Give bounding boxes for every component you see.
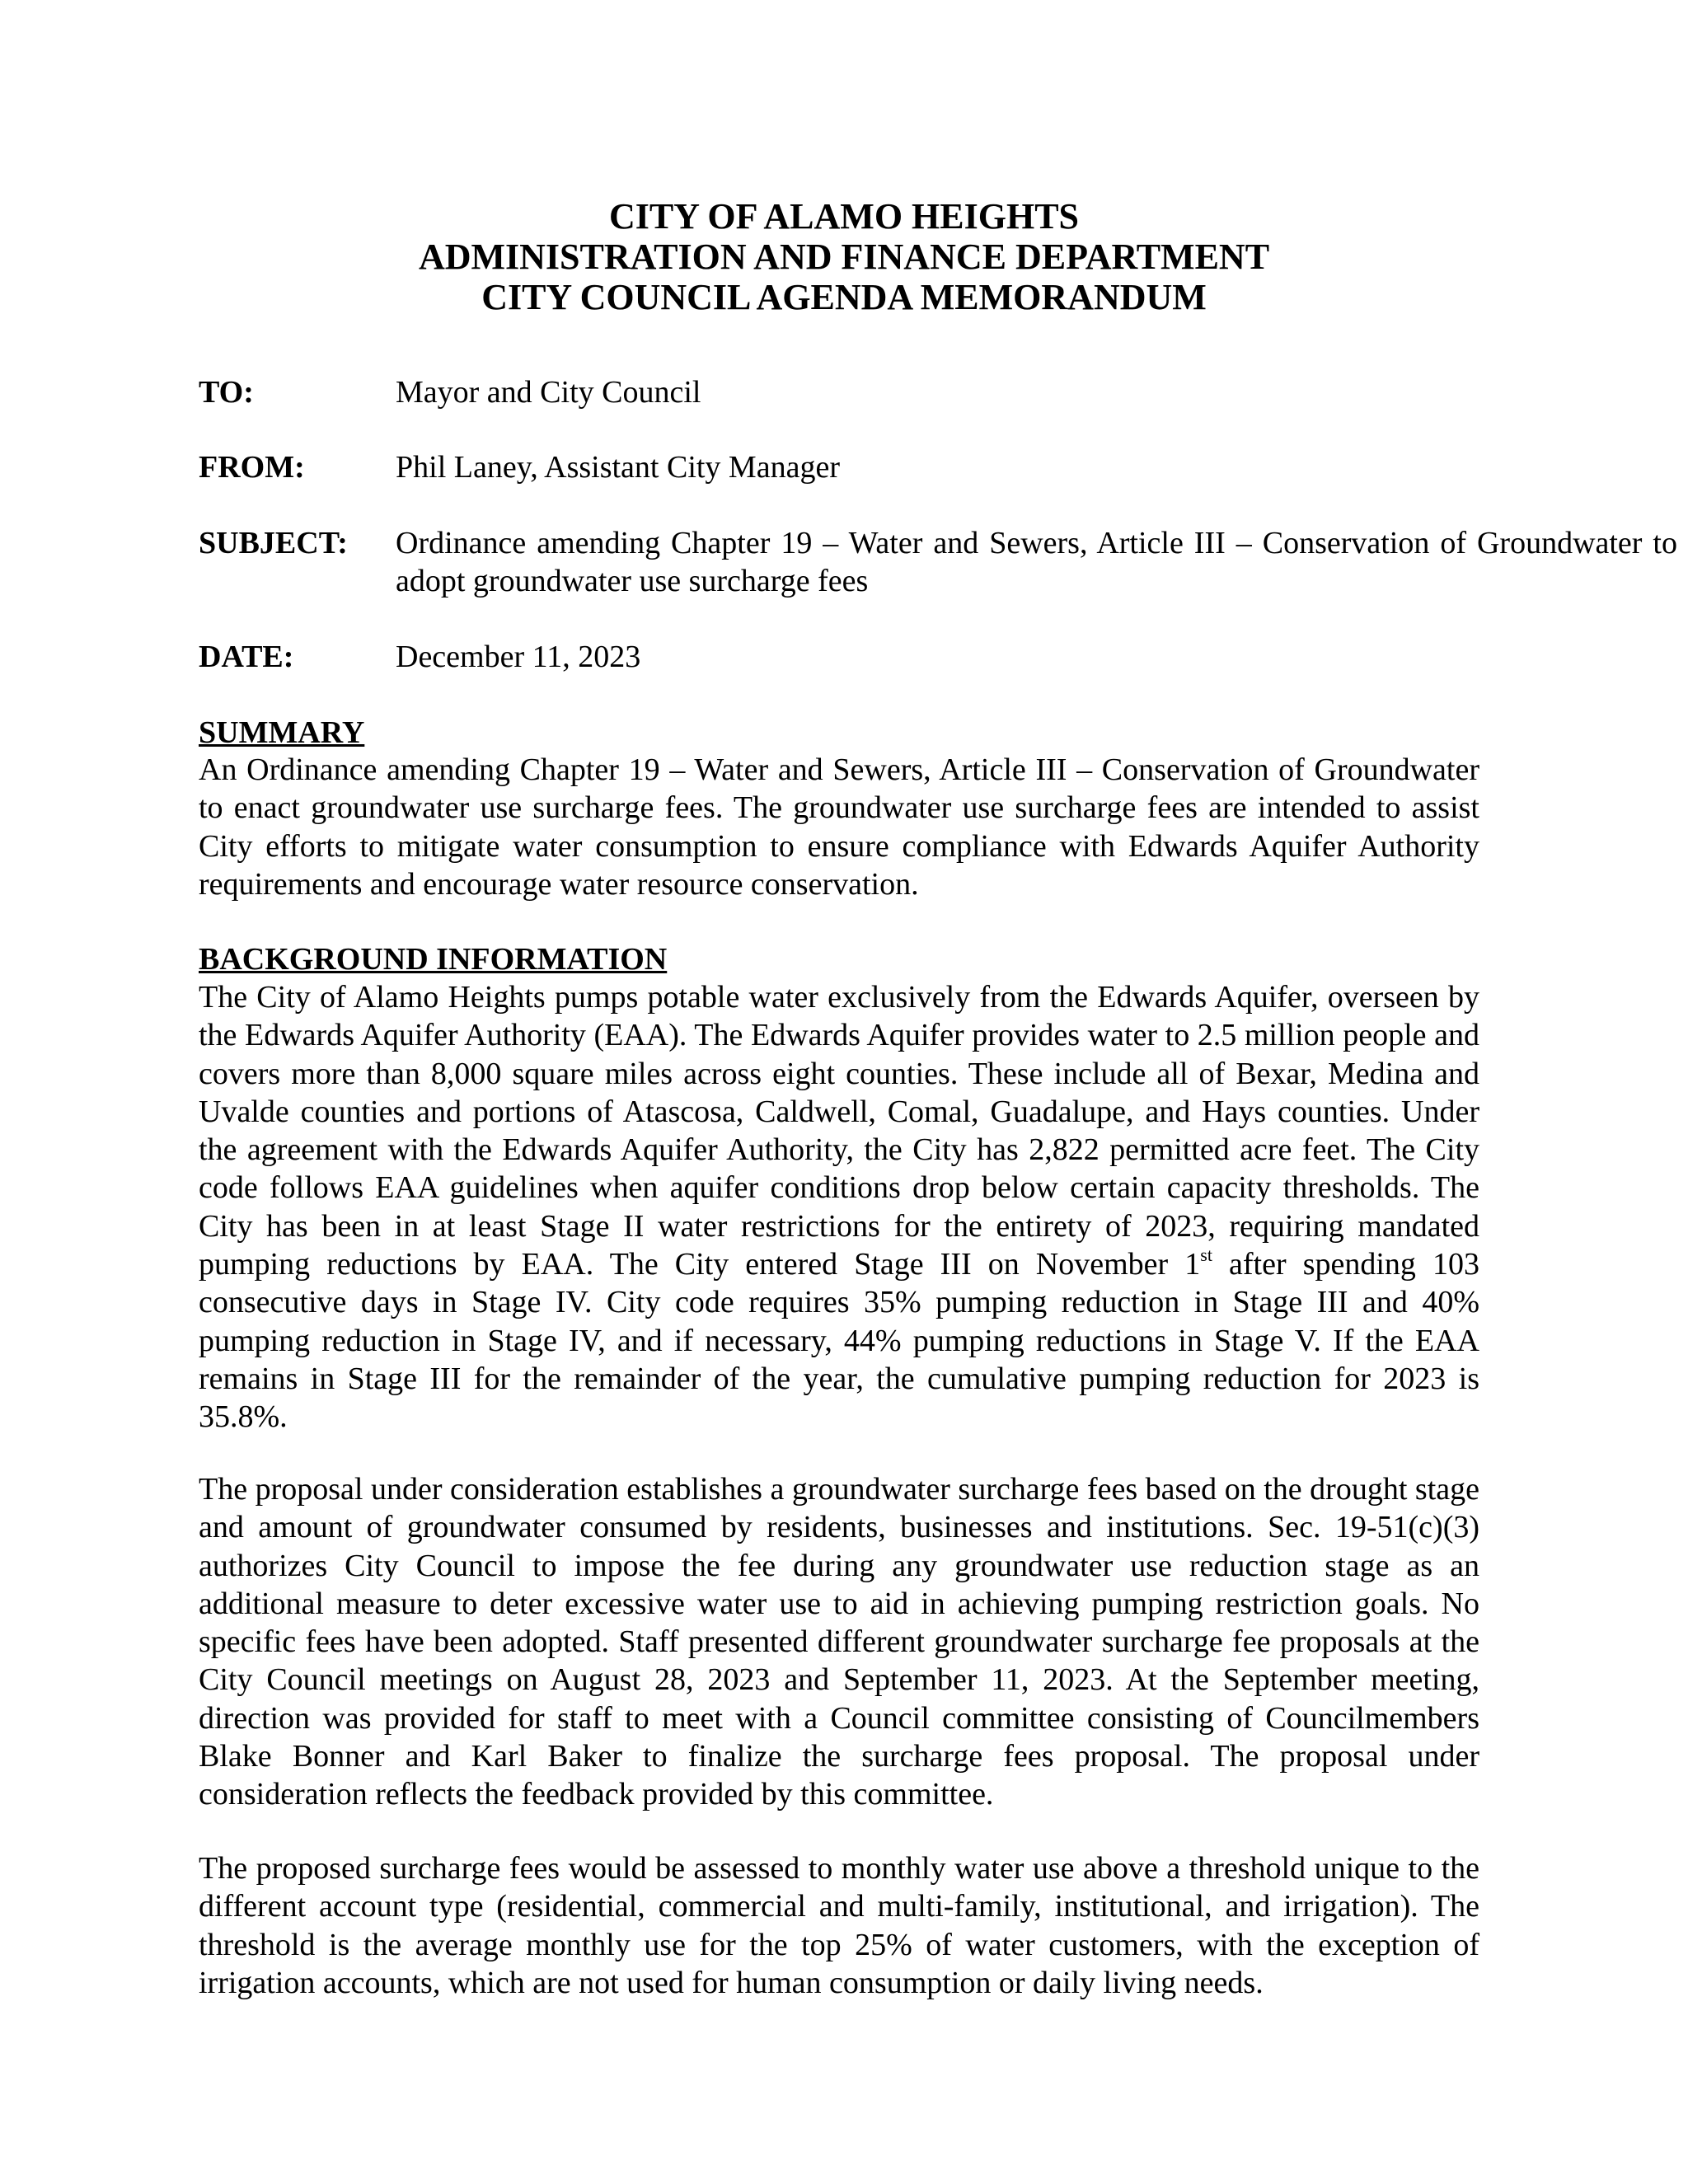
header-department: ADMINISTRATION AND FINANCE DEPARTMENT <box>418 237 1270 277</box>
background-heading: BACKGROUND INFORMATION <box>199 942 668 977</box>
date-label: DATE: <box>199 640 294 674</box>
date-value: December 11, 2023 <box>396 640 641 674</box>
subject-value: Ordinance amending Chapter 19 – Water and Sewers, Article III – Conservation of Groundwater to adopt groundwater use surcharge fees <box>396 526 1677 598</box>
from-label: FROM: <box>199 450 305 485</box>
summary-paragraph: An Ordinance amending Chapter 19 – Water and Sewers, Article III – Conservation of Groundwater to enact groundwater use surcharge fees. The groundwater use surcharge fees are intended to assist City efforts to mitigate water consumption to ensure compliance with Edwards Aquifer Authority requirements and encourage water resource conservation. <box>199 752 1479 902</box>
memo-header <box>0 196 1688 317</box>
ordinal-suffix: st <box>1200 1244 1212 1266</box>
background-paragraph-1-part-b: after spending 103 consecutive days in Stage IV. City code requires 35% pumping reduction in Stage III and 40% pumping reduction in Stage IV, and if necessary, 44% pumping reductions in Stage V. If the EAA remains in Stage III for the remainder of the year, the cumulative pumping reduction for 2023 is 35.8%. <box>199 1247 1479 1435</box>
summary-heading: SUMMARY <box>199 715 365 750</box>
background-paragraph-2: The proposal under consideration establishes a groundwater surcharge fees based on the drought stage and amount of groundwater consumed by residents, businesses and institutions. Sec. 19-51(c)(3) authorizes City Council to impose the fee during any groundwater use reduction stage as an additional measure to deter excessive water use to aid in achieving pumping restriction goals. No specific fees have been adopted. Staff presented different groundwater surcharge fee proposals at the City Council meetings on August 28, 2023 and September 11, 2023. At the September meeting, direction was provided for staff to meet with a Council committee consisting of Councilmembers Blake Bonner and Karl Baker to finalize the surcharge fees proposal. The proposal under consideration reflects the feedback provided by this committee. <box>199 1472 1479 1812</box>
background-paragraph-1-part-a: The City of Alamo Heights pumps potable water exclusively from the Edwards Aquifer, overseen by the Edwards Aquifer Authority (EAA). The Edwards Aquifer provides water to 2.5 million people and covers more than 8,000 square miles across eight counties. These include all of Bexar, Medina and Uvalde counties and portions of Atascosa, Caldwell, Comal, Guadalupe, and Hays counties. Under the agreement with the Edwards Aquifer Authority, the City has 2,822 permitted acre feet. The City code follows EAA guidelines when aquifer conditions drop below certain capacity thresholds. The City has been in at least Stage II water restrictions for the entirety of 2023, requiring mandated pumping reductions by EAA. The City entered Stage III on November 1 <box>199 980 1479 1282</box>
header-memo-type: CITY COUNCIL AGENDA MEMORANDUM <box>481 277 1207 317</box>
background-paragraph-3: The proposed surcharge fees would be assessed to monthly water use above a threshold unique to the different account type (residential, commercial and multi-family, institutional, and irrigation). The threshold is the average monthly use for the top 25% of water customers, with the exception of irrigation accounts, which are not used for human consumption or daily living needs. <box>199 1851 1479 2000</box>
header-city-name: CITY OF ALAMO HEIGHTS <box>608 196 1080 237</box>
to-value: Mayor and City Council <box>396 375 701 410</box>
from-value: Phil Laney, Assistant City Manager <box>396 450 840 485</box>
to-label: TO: <box>199 375 254 410</box>
subject-label: SUBJECT: <box>199 526 348 560</box>
background-paragraph-1 <box>199 978 1479 1436</box>
